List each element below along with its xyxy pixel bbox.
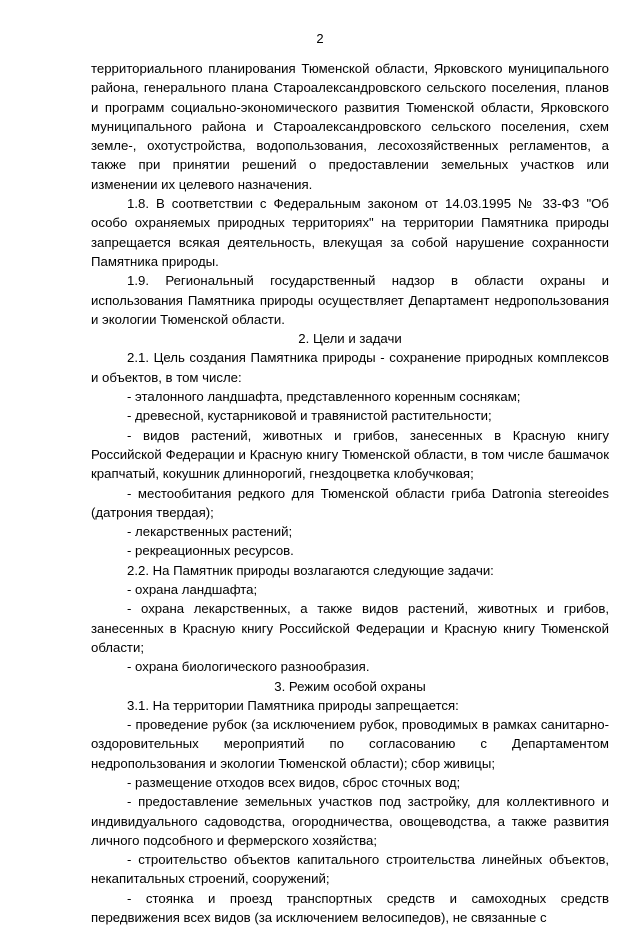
paragraph-continuation: территориального планирования Тюменской области, Ярковского муниципального района, генерального плана Староалександровского сельского поселения, планов и программ социально-экономического развития Тюменской области, Ярковского муниципального района и Староалександровского сельского поселения, схем земле-, охотустройства, водопользования, лесохозяйственных регламентов, а также при принятии решений о предоставлении земельных участков или изменении их целевого назначения. [91, 61, 609, 192]
paragraph-1-8: 1.8. В соответствии с Федеральным законом от 14.03.1995 № 33-ФЗ "Об особо охраняемых природных территориях" на территории Памятника природы запрещается всякая деятельность, влекущая за собой нарушение сохранности Памятника природы. [91, 196, 609, 269]
list-item: - предоставление земельных участков под застройку, для коллективного и индивидуального садоводства, огородничества, овощеводства, а также развития личного подсобного и фермерского хозяйства; [91, 794, 609, 848]
list-item: - древесной, кустарниковой и травянистой растительности; [127, 408, 492, 424]
section-heading-3: 3. Режим особой охраны [274, 678, 426, 694]
list-item: - лекарственных растений; [127, 524, 293, 540]
paragraph-1-9: 1.9. Региональный государственный надзор в области охраны и использования Памятника природы осуществляет Департамент недропользования и экологии Тюменской области. [91, 273, 609, 327]
paragraph-2-2: 2.2. На Памятник природы возлагаются следующие задачи: [127, 562, 494, 578]
list-item: - проведение рубок (за исключением рубок, проводимых в рамках санитарно-оздоровительных мероприятий по согласованию с Департаментом недропользования и экологии Тюменской области); сбор живицы; [91, 717, 609, 771]
document-body [91, 59, 609, 927]
list-item: - строительство объектов капитального строительства линейных объектов, некапитальных строений, сооружений; [91, 852, 609, 887]
section-heading-2: 2. Цели и задачи [298, 331, 402, 347]
list-item: - эталонного ландшафта, представленного коренным соснякам; [127, 389, 521, 405]
list-item: - охрана лекарственных, а также видов растений, животных и грибов, занесенных в Красную книгу Российской Федерации и Красную книгу Тюменской области; [91, 601, 609, 655]
list-item: - размещение отходов всех видов, сброс сточных вод; [127, 774, 461, 790]
paragraph-3-1: 3.1. На территории Памятника природы запрещается: [127, 697, 459, 713]
list-item: - охрана ландшафта; [127, 582, 258, 598]
list-item: - рекреационных ресурсов. [127, 543, 294, 559]
page-number: 2 [316, 31, 324, 46]
list-item: - местообитания редкого для Тюменской области гриба Datronia stereoides (датрония твердая); [91, 485, 609, 520]
list-item: - охрана биологического разнообразия. [127, 659, 370, 675]
paragraph-2-1: 2.1. Цель создания Памятника природы - сохранение природных комплексов и объектов, в том числе: [91, 350, 609, 385]
list-item: - видов растений, животных и грибов, занесенных в Красную книгу Российской Федерации и Красную книгу Тюменской области, в том числе башмачок крапчатый, кокушник длиннорогий, гнездоцветка клобучковая; [91, 427, 609, 482]
list-item: - стоянка и проезд транспортных средств и самоходных средств передвижения всех видов (за исключением велосипедов), не связанные с [91, 890, 609, 926]
